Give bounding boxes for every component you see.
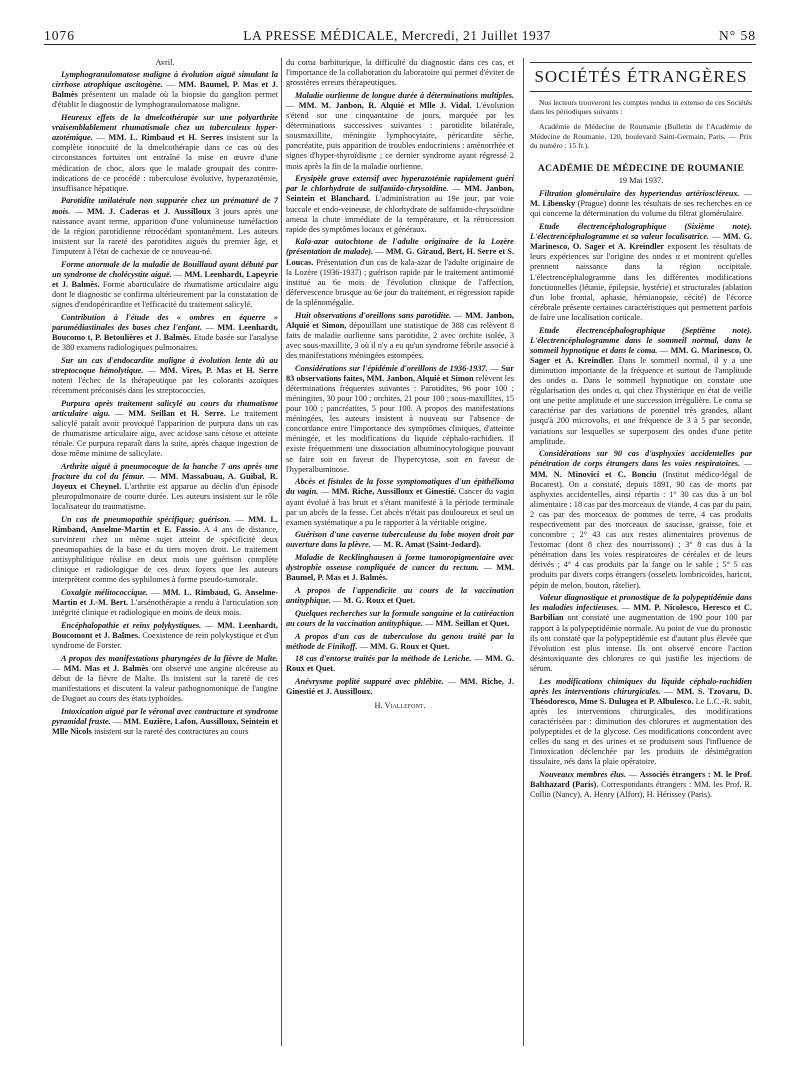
abstract-title: Contribution à l'étude des « ombres en équerre » paramédiastinales des bases chez l'enfant.	[52, 312, 278, 332]
abstract-body: Forme abarticulaire de rhumatisme articulaire aigu dont le diagnostic se confirma ultérieurement par la constatation de signes d'endopéricardite et l'efficacité du traitement salicylé.	[52, 279, 279, 309]
abstract-body: Correspondants étrangers : MM. les Prof. R. Collin (Nancy), A. Henry (Alfort), H. Hérissey (Paris).	[530, 780, 753, 800]
abstract-entry: Purpura après traitement salicylé au cours du rhumatisme articulaire aigu. — MM. Seillan et H. Serre. Le traitement salicylé paraît avoir provoqué l'apparition de purpura dans un cas de rhumatisme articulaire aigu, avec acidose sans cétose et atteinte rénale. Ce purpura reparaît dans la suite, après chaque ingestion de dose même minime de salicylate.	[52, 398, 278, 459]
abstract-title: Etude électrencéphalographique (Sixième note). L'électrencéphalogramme et sa valeur localisatrice.	[530, 222, 752, 242]
abstract-authors: MM. Mas et J. Balmès	[63, 663, 149, 673]
abstract-title: Maladie ourlienne de longue durée à déterminations multiples.	[295, 90, 514, 100]
abstract-title: Heureux effets de la dmelcothérapie sur une polyarthrite vraisemblablement rhumatismale chez un tuberculeux hyper-azotémique.	[52, 113, 278, 143]
abstract-entry: Huit observations d'oreillons sans parotidite. — MM. Janbon, Alquié et Simon, dépouillant une statistique de 388 cas relèvent 8 faits de maladie ourlienne sans parotidite, 2 avec orchite isolée, 3 avec sous-maxillite, 3 où il n'y a eu qu'un syndrome fébrile associé à des manifestations méningées estompées.	[286, 310, 514, 360]
abstract-entry: Filtration glomérulaire des hypertendus artérioscléreux. — M. Libensky (Prague) donne les résultats de ses recherches en ce qui concerne la détermination du volume du filtrat glomérulaire.	[530, 189, 752, 219]
abstract-authors: MM. L. Rimbaud, G. Anselme-Martin et J.-M. Bert.	[52, 588, 278, 608]
abstract-title: Les modifications chimiques du liquide céphalo-rachidien après les interventions chirurgicales.	[530, 676, 752, 696]
abstract-authors: MM. Seillan et Quet.	[435, 618, 510, 628]
abstract-authors: MM. M. Janbon, R. Alquié et Mlle J. Vidal.	[298, 100, 472, 110]
abstract-authors: M. Libensky	[530, 199, 576, 209]
abstract-authors: MM. P. Nicolesco, Heresco et C. Barbilian	[530, 603, 752, 623]
section-title: SOCIÉTÉS ÉTRANGÈRES	[534, 67, 748, 86]
abstract-body: Etude basée sur l'analyse de 380 examens radiologiques pulmonaires.	[52, 332, 278, 352]
column-rule	[281, 58, 282, 1046]
abstract-authors: Associés étrangers : M. le Prof. Balthazard (Paris).	[530, 770, 753, 790]
column-2	[286, 58, 514, 711]
abstract-entry: Maladie de Recklinghausen à forme tumoropigmentaire avec dystrophie osseuse compliquée de cancer du rectum. — MM. Baumel, P. Mas et J. Balmès.	[286, 553, 514, 583]
column-rule	[523, 58, 524, 1046]
abstract-entry: Lymphogranulomatose maligne à évolution aiguë simulant la cirrhose atrophique ascitogène. — MM. Baumel, P. Mas et J. Balmès présentent un malade où la biopsie du ganglion permet d'établir le diagnostic de lymphogranulomatose maligne.	[52, 70, 279, 110]
abstract-entry: Parotidite unilatérale non suppurée chez un prématuré de 7 mois. — MM. J. Caderas et J. Aussilloux 3 jours après une naissance avant terme, apparition d'une volumineuse tuméfaction de la région parotidienne rétrocédant spontanément. Les auteurs insistent sur la rareté des parotidites aiguës du premier âge, et l'imputent à l'état de cachexie de ce nouveau-né.	[52, 196, 279, 256]
abstract-entry: Maladie ourlienne de longue durée à déterminations multiples. — MM. M. Janbon, R. Alquié et Mlle J. Vidal. L'évolution s'étend sur une cinquantaine de jours, marquée par les déterminations successives suivantes : parotidite bilatérale, sousmaxillite, méningite lymphocytaire, péricardite sèche, pancréatite, puis apparition de troubles endocriniens : aménorrhée et signes d'hyper-thyroïdisme ; ce dernier syndrome ayant régressé 2 mois après la fin de la maladie ourlienne.	[286, 90, 515, 171]
abstract-entry: A propos de l'appendicite au cours de la vaccination antityphique. — M. G. Roux et Quet.	[286, 586, 514, 606]
abstract-entry: Erysipèle grave extensif avec hyperazotémie rapidement guéri par le chlorhydrate de sulfamido-chrysoïdine. — MM. Janbon, Seintein et Blanchard. L'administration au 19e jour, par voie buccale et endo-veineuse, de chlorhydrate de sulfamido-chrysoïdine amena la chute immédiate de la température, et la rétrocession rapide des symptômes locaux et généraux.	[286, 174, 514, 234]
intro-text-2: Académie de Médecine de Roumanie (Bulletin de l'Académie de Médecine de Roumanie, 120, boulevard Saint-Germain, Paris. — Prix du numéro : 15 fr.).	[530, 122, 752, 150]
abstract-title: Encéphalopathie et reins polykystiques.	[61, 620, 202, 630]
abstract-title: Parotidite unilatérale non suppurée chez un prématuré de 7 mois.	[52, 196, 278, 216]
abstract-body: (Prague) donne les résultats de ses recherches en ce qui concerne la détermination du volume du filtrat glomérulaire.	[530, 199, 752, 219]
abstract-body: L'arthrite est apparue au déclin d'un épisode pleuropulmonaire de courte durée. Les auteurs insistent sur le rôle localisateur du traumatisme.	[52, 481, 278, 512]
abstract-title: Maladie de Recklinghausen à forme tumoropigmentaire avec dystrophie osseuse compliquée de cancer du rectum.	[286, 553, 514, 573]
abstract-body: insistent sur la rareté des contractures au cours	[93, 727, 249, 737]
abstract-authors: MM. Janbon, Alquié et Simon,	[286, 310, 514, 330]
abstract-title: Filtration glomérulaire des hypertendus artérioscléreux.	[539, 189, 740, 199]
abstract-body: exposent les résultats de leurs expériences sur l'origine des ondes α et montrent qu'elles prennent naissance dans la région occipitale. L'électrencéphalogramme dans les différentes modifications fonctionnelles (létanie, épilepsie, hystérie) et structurales (ablation d'un lobe frontal, aphasie, hémianopsie, cécité) de l'écorce cérébrale présente certaines caractéristiques qui permettent parfois de faire une localisation corticale.	[530, 242, 753, 322]
abstract-entry: A propos des manifestations pharyngées de la fièvre de Malte. — MM. Mas et J. Balmès ont observé une angine ulcéreuse au début de la fièvre de Malte. Ils insistent sur la rareté de ces manifestations et discutent la valeur pathognomonique de l'angine de Duguet au cours des états typhoïdes.	[52, 653, 278, 704]
journal-title: LA PRESSE MÉDICALE, Mercredi, 21 Juillet 1937	[243, 28, 551, 43]
abstract-title: Valeur diagnostique et pronostique de la polypeptidémie dans les maladies infectieuses.	[530, 593, 752, 613]
abstract-authors: Sur 83 observations faites, MM. Janbon, Alquié et Simon	[286, 363, 514, 383]
column-3	[530, 58, 752, 803]
abstract-authors: MM. N. Minovici et C. Bonciu	[530, 469, 657, 479]
abstract-body: Le L.C.-R. subit, après les interventions chirurgicales, des modifications caractérisées par : diminution des chlorures et augmentation des polypeptides et de la glycose. Ces modifications concordent avec celles du sang et des urines et se produisent sous l'influence de l'intoxication déclenchée par les produits de désintégration tissulaire, nés dans la plaie opératoire.	[530, 696, 753, 767]
abstract-title: Guérison d'une caverne tuberculeuse du lobe moyen droit par ouverture dans la plèvre.	[286, 530, 514, 550]
society-heading: ACADÉMIE DE MÉDECINE DE ROUMANIE	[537, 163, 745, 175]
abstract-entry: Considérations sur l'épidémie d'oreillons de 1936-1937. — Sur 83 observations faites, MM. Janbon, Alquié et Simon relèvent les déterminations fréquentes suivantes : Parotidites, 96 pour 100 ; méningites, 30 pour 100 ; orchites, 21 pour 100 ; sous-maxillites, 15 pour 100 ; pancréatites, 5 pour 100. A propos des manifestations méningées, les auteurs insistent à nouveau sur l'absence de concordance entre l'importance des symptômes cliniques, d'atteinte méningée, et les modifications du liquide céphalo-rachidien. Il existe fréquemment une dissociation albuminocytologique pouvant se faire soit en faveur de l'hypercytose, soit en faveur de l'hyperalbuminose.	[286, 363, 514, 474]
abstract-entry: Un cas de pneumopathie spécifique; guérison. — MM. L. Rimband, Anselme-Martin et E. Fassio. A 4 ans de distance, survinrent chez un même sujet atteint de spécificité deux pneumopathies de la base et du tiers moyen droit. Le traitement antisyphilitique réalise en deux mois une guérison complète clinique et radiologique de ces deux foyers que les auteurs interprètent comme des syphilomes à forme pseudo-tumorale.	[52, 514, 278, 585]
abstract-entry: Guérison d'une caverne tuberculeuse du lobe moyen droit par ouverture dans la plèvre. — M. R. Amat (Saint-Jodard).	[286, 530, 514, 550]
session-date: 19 Mai 1937.	[618, 176, 664, 186]
abstract-entry: Coxalgie mélitococcique. — MM. L. Rimbaud, G. Anselme-Martin et J.-M. Bert. L'arsénothérapie a rendu à l'articulation son intégrité clinique et radiologique en moins de deux mois.	[52, 588, 279, 618]
abstract-entry: Les modifications chimiques du liquide céphalo-rachidien après les interventions chirurgicales. — MM. S. Tzovaru, D. Théodoresco, Mme S. Dulugea et P. Albulesco. Le L.C.-R. subit, après les interventions chirurgicales, des modifications caractérisées par : diminution des chlorures et augmentation des polypeptides et de la glycose. Ces modifications concordent avec celles du sang et des urines et se produisent sous l'influence de l'intoxication déclenchée par les produits de désintégration tissulaire, nés dans la plaie opératoire.	[530, 676, 753, 767]
intro-text: Nos lecteurs trouveront les comptes rendus in extenso de ces Sociétés dans les périodiques suivants :	[530, 98, 752, 117]
abstract-entry: Contribution à l'étude des « ombres en équerre » paramédiastinales des bases chez l'enfant. — MM. Leenhardt, Boucomo t, P. Betoulières et J. Balmès. Etude basée sur l'analyse de 380 examens radiologiques pulmonaires.	[52, 312, 278, 352]
abstract-title: Un cas de pneumopathie spécifique; guérison.	[61, 514, 231, 524]
abstract-body: Coexistence de rein polykystique et d'un syndrome de Forster.	[52, 631, 278, 651]
abstract-authors: MM. G. Marinesco, O. Sager et A. Kreindler.	[530, 345, 752, 365]
lead-paragraph: du coma barbiturique, la difficulté du diagnostic dans ces cas, et l'importance de la collaboration du laboratoire qui permet d'éviter de grossières erreurs thérapeutiques.	[286, 58, 514, 88]
abstract-entry: Valeur diagnostique et pronostique de la polypeptidémie dans les maladies infectieuses. — MM. P. Nicolesco, Heresco et C. Barbilian ont constaté une augmentation de 190 pour 100 par rapport à la polypeptidémie normale. Au point de vue du pronostic ils ont constaté que la polypeptidémie est d'autant plus élevée que l'évolution est plus intense. Ils ont observé encore l'action désintoxiquante des chlorures ce qui justifie les injections de sérum.	[530, 593, 752, 673]
abstract-entry: Forme anormale de la maladie de Bouillaud ayant débuté par un syndrome de cholécystite aiguë. — MM. Leenhardt, Lapeyrie et J. Balmès. Forme abarticulaire de rhumatisme articulaire aigu dont le diagnostic se confirma ultérieurement par la constatation de signes d'endopéricardite et l'efficacité du traitement salicylé.	[52, 259, 279, 309]
abstract-title: Etude électrencéphalographique (Septième note). L'électrencéphalogramme dans le sommeil normal, dans le sommeil hypnotique et dans le coma.	[530, 325, 752, 355]
abstract-authors: MM. L. Rimbaud et H. Serres	[108, 133, 224, 143]
abstract-authors: MM. Riche, Aussilloux et Ginestié.	[331, 487, 457, 497]
abstract-body: notent l'échec de la thérapeutique par les colorants azoïques récemment préconisés dans les streptococcies.	[52, 375, 278, 395]
abstract-body: Cancer du vagin ayant évolué à bas bruit et s'étant manifesté à la période terminale par un abcès de la fesse. Cet abcès n'était pas douloureux et seul un examen systématique a pu le rapporter à la véritable origine.	[286, 487, 515, 527]
abstract-entry: Sur un cas d'endocardite maligne à évolution lente dû au streptocoque hémolytique. — MM. Vires, P. Mas et H. Serre notent l'échec de la thérapeutique par les colorants azoïques récemment préconisés dans les streptococcies.	[52, 355, 279, 395]
abstract-body: L'évolution s'étend sur une cinquantaine de jours, marquée par les déterminations successives suivantes : parotidite bilatérale, sousmaxillite, méningite lymphocytaire, péricardite sèche, pancréatite, puis apparition de troubles endocriniens : aménorrhée et signes d'hyper-thyroïdisme ; ce dernier syndrome ayant régressé 2 mois après la fin de la maladie ourlienne.	[286, 100, 515, 171]
abstract-authors: MM. G. Giraud, Bert, H. Serre et S. Loucas.	[286, 247, 514, 267]
abstract-body: (Institut médico-légal de Bucarest). On a constaté, depuis 1891, 90 cas de morts par asphyxies accidentelles, ainsi répartis : 1° 30 cas dus à un bol alimentaire : 18 cas par des morceaux de viande, 4 cas par du pain, 2 cas par des morceaux de pommes de terre, 4 cas produits respectivement par des morceaux de saucisse, graisse, foie et concombre ; 2° 43 cas aux restes alimentaires provenus de l'estomac (dont 8 chez des nourrissons) ; 3° 8 cas dus à la pénétration dans les voies respiratoires de céréales et de leurs dérivés ; 4° 4 cas produits par la fange ou le sable ; 5° 5 cas produits par divers corps étrangers (osselets lombricoïdes, haricot, pépin de melon, bouton, râtelier).	[530, 469, 752, 590]
abstract-entry: Quelques recherches sur la formule sanguine et la cutiréaction au cours de la vaccination antityphique. — MM. Seillan et Quet.	[286, 608, 514, 628]
abstract-entry: Nouveaux membres élus. — Associés étrangers : M. le Prof. Balthazard (Paris). Correspondants étrangers : MM. les Prof. R. Collin (Nancy), A. Henry (Alfort), H. Hérissey (Paris).	[530, 770, 753, 800]
abstract-entry: Encéphalopathie et reins polykystiques. — MM. Leenhardt, Boucomont et J. Balmes. Coexistence de rein polykystique et d'un syndrome de Forster.	[52, 620, 278, 651]
abstract-authors: MM. Leenhardt, Boucomo t, P. Betoulières et J. Balmès.	[52, 322, 278, 342]
abstract-title: Forme anormale de la maladie de Bouillaud ayant débuté par un syndrome de cholécystite aiguë.	[52, 259, 278, 279]
abstract-authors: MM. Riche, J. Ginestié et J. Aussilloux.	[286, 677, 514, 697]
abstract-title: Huit observations d'oreillons sans parotidite.	[295, 310, 452, 320]
abstract-authors: MM. Leenhardt, Lapeyrie et J. Balmès.	[52, 269, 278, 289]
abstract-title: Considérations sur l'épidémie d'oreillons de 1936-1937.	[295, 363, 488, 373]
abstract-authors: MM. Baumel, P. Mas et J. Balmès.	[286, 563, 514, 583]
abstract-body: L'arsénothérapie a rendu à l'articulation son intégrité clinique et radiologique en moins de deux mois.	[52, 598, 279, 618]
abstract-body: Présentation d'un cas de kala-azar de l'adulte originaire de la Lozère (1936-1937) ; guérison rapide par le traitement antimonié institué au 6e mois de l'évolution clinique de l'affection, défervescence brusque au 6e jour du traitement, et régression rapide de la splénomégalie.	[286, 257, 514, 307]
abstract-authors: M. R. Amat (Saint-Jodard).	[383, 540, 481, 550]
page-header	[44, 22, 756, 45]
abstract-title: Intoxication aiguë par le véronal avec contracture et syndrome pyramidal fruste.	[52, 706, 278, 726]
abstract-title: Quelques recherches sur la formule sanguine et la cutiréaction au cours de la vaccination antityphique.	[286, 608, 514, 628]
abstract-authors: MM. Janbon, Seintein et Blanchard.	[286, 184, 514, 204]
abstract-title: Lymphogranulomatose maligne à évolution aiguë simulant la cirrhose atrophique ascitogène.	[52, 70, 278, 90]
abstract-title: A propos de l'appendicite au cours de la vaccination antityphique.	[286, 586, 514, 606]
abstract-entry: Kala-azar autochtone de l'adulte originaire de la Lozère (présentation de malade). — MM. G. Giraud, Bert, H. Serre et S. Loucas. Présentation d'un cas de kala-azar de l'adulte originaire de la Lozère (1936-1937) ; guérison rapide par le traitement antimonié institué au 6e mois de l'évolution clinique de l'affection, défervescence brusque au 6e jour du traitement, et régression rapide de la splénomégalie.	[286, 237, 514, 307]
abstract-authors: MM. G. Roux et Quet.	[286, 654, 514, 674]
abstract-body: ont constaté une augmentation de 190 pour 100 par rapport à la polypeptidémie normale. Au point de vue du pronostic ils ont constaté que la polypeptidémie est d'autant plus élevée que l'évolution est plus intense. Ils ont observé encore l'action désintoxiquante des chlorures ce qui justifie les injections de sérum.	[530, 613, 752, 673]
abstract-body: présentent un malade où la biopsie du ganglion permet d'établir le diagnostic de lymphogranulomatose maligne.	[52, 90, 279, 110]
abstract-entry: Considérations sur 90 cas d'asphyxies accidentelles par pénétration de corps étrangers dans les voies respiratoires. — MM. N. Minovici et C. Bonciu (Institut médico-légal de Bucarest). On a constaté, depuis 1891, 90 cas de morts par asphyxies accidentelles, ainsi répartis : 1° 30 cas dus à un bol alimentaire : 18 cas par des morceaux de viande, 4 cas par du pain, 2 cas par des morceaux de pommes de terre, 4 cas produits respectivement par des morceaux de saucisse, graisse, foie et concombre ; 2° 43 cas aux restes alimentaires provenus de l'estomac (dont 8 chez des nourrissons) ; 3° 8 cas dus à la pénétration dans les voies respiratoires de céréales et de leurs dérivés ; 4° 4 cas produits par la fange ou le sable ; 5° 5 cas produits par divers corps étrangers (osselets lombricoïdes, haricot, pépin de melon, bouton, râtelier).	[530, 449, 752, 590]
abstract-authors: MM. Euzière, Lafon, Aussilloux, Seintein et Mlle Nicols	[52, 716, 278, 737]
abstract-title: A propos des manifestations pharyngées de la fièvre de Malte.	[61, 653, 278, 663]
abstract-title: Abcès et fistules de la fosse symptomatiques d'un épithélioma du vagin.	[286, 477, 514, 497]
rule	[530, 91, 752, 92]
abstract-body: Dans le sommeil normal, il y a une diminution importante de la fréquence et surtout de l'amplitude des ondes α. Dans le sommeil hypnotique on constate une régularisation des ondes α, qui chez l'hystérique en état de veille ont une petite amplitude et une succession irrégulière. Le coma se caractérise par des variations de potentiel très grandes, allant jusqu'à 200 microvolts, et une fréquence de 3 à 5 par seconde, variations sur lesquelles se superposent des ondes d'une petite amplitude.	[530, 355, 752, 446]
abstract-title: Considérations sur 90 cas d'asphyxies accidentelles par pénétration de corps étrangers dans les voies respiratoires.	[530, 449, 752, 469]
month-label: Avril.	[155, 58, 175, 67]
abstract-entry: Etude électrencéphalographique (Septième note). L'électrencéphalogramme dans le sommeil normal, dans le sommeil hypnotique et dans le coma. — MM. G. Marinesco, O. Sager et A. Kreindler. Dans le sommeil normal, il y a une diminution importante de la fréquence et surtout de l'amplitude des ondes α. Dans le sommeil hypnotique on constate une régularisation des ondes α, qui chez l'hystérique en état de veille ont une petite amplitude et une succession irrégulière. Le coma se caractérise par des variations de potentiel très grandes, allant jusqu'à 200 microvolts, et une fréquence de 3 à 5 par seconde, variations sur lesquelles se superposent des ondes d'une petite amplitude.	[530, 325, 752, 446]
abstract-authors: MM. G. Roux et Quet.	[369, 641, 450, 651]
page-number: 1076	[44, 28, 75, 43]
abstract-body: ont observé une angine ulcéreuse au début de la fièvre de Malte. Ils insistent sur la rareté de ces manifestations et discutent la valeur pathognomonique de l'angine de Duguet au cours des états typhoïdes.	[52, 663, 278, 704]
abstract-body: Le traitement salicylé paraît avoir provoqué l'apparition de purpura dans un cas de rhumatisme articulaire aigu, avec acidose sans cétose et atteinte rénale. Ce purpura reparaît dans la suite, après chaque ingestion de dose même minime de salicylate.	[52, 408, 278, 459]
abstract-authors: MM. G. Marinesco, O. Sager et A. Kreindler	[530, 232, 752, 252]
abstract-title: Nouveaux membres élus.	[539, 770, 627, 780]
abstract-title: Kala-azar autochtone de l'adulte originaire de la Lozère (présentation de malade).	[286, 237, 514, 257]
abstract-entry: Arthrite aiguë à pneumocoque de la hanche 7 ans après une fracture du col du fémur. — MM. Massabuau, A. Guibal, R. Joyeux et Cheynel. L'arthrite est apparue au déclin d'un épisode pleuropulmonaire de courte durée. Les auteurs insistent sur le rôle localisateur du traumatisme.	[52, 461, 279, 512]
abstract-body: dépouillant une statistique de 388 cas relèvent 8 faits de maladie ourlienne sans parotidite, 2 avec orchite isolée, 3 avec sous-maxillite, 3 où il n'y a eu qu'un syndrome fébrile associé à des manifestations méningées estompées.	[286, 320, 514, 360]
abstract-title: Sur un cas d'endocardite maligne à évolution lente dû au streptocoque hémolytique.	[52, 355, 278, 375]
abstract-title: 18 cas d'entorse traités par la méthode de Leriche.	[295, 654, 472, 664]
abstract-body: A 4 ans de distance, survinrent chez un même sujet atteint de spécificité deux pneumopathies de la base et du tiers moyen droit. Le traitement antisyphilitique réalise en deux mois une guérison complète clinique et radiologique de ces deux foyers que les auteurs interprètent comme des syphilomes à forme pseudo-tumorale.	[52, 524, 278, 585]
abstract-authors: MM. Seillan et H. Serre.	[128, 408, 226, 418]
abstract-entry: A propos d'un cas de tuberculose du genou traité par la méthode de Finikoff. — MM. G. Roux et Quet.	[286, 631, 514, 651]
abstract-body: L'administration au 19e jour, par voie buccale et endo-veineuse, de chlorhydrate de sulfamido-chrysoïdine amena la chute immédiate de la température, et la rétrocession rapide des symptômes locaux et généraux.	[286, 194, 514, 234]
abstract-body: 3 jours après une naissance avant terme, apparition d'une volumineuse tuméfaction de la région parotidienne rétrocédant spontanément. Les auteurs insistent sur la rareté des parotidites aiguës du premier âge, et l'imputent à l'état de cachexie de ce nouveau-né.	[52, 206, 279, 256]
abstract-authors: MM. Leenhardt, Boucomont et J. Balmes.	[52, 620, 278, 640]
issue-number: N° 58	[718, 28, 756, 43]
signature: H. Viallefont.	[374, 701, 426, 711]
abstract-entry: Heureux effets de la dmelcothérapie sur une polyarthrite vraisemblablement rhumatismale chez un tuberculeux hyper-azotémique. — MM. L. Rimbaud et H. Serres insistent sur la complète innocuité de la dmelcothérapie dans ce cas où des circonstances fortuites ont entraîné la mise en œuvre d'une médication de choc, alors que le malade groupait des contre-indications de ce procédé : tuberculose évolutive, hyperazotémie, insuffisance hépatique.	[52, 113, 278, 193]
abstract-authors: MM. J. Caderas et J. Aussilloux	[87, 206, 211, 216]
abstract-title: Coxalgie mélitococcique.	[61, 588, 148, 598]
abstract-title: Arthrite aiguë à pneumocoque de la hanche 7 ans après une fracture du col du fémur.	[52, 461, 278, 481]
abstract-entry: 18 cas d'entorse traités par la méthode de Leriche. — MM. G. Roux et Quet.	[286, 654, 514, 674]
abstract-authors: M. G. Roux et Quet.	[343, 596, 416, 606]
abstract-body: relèvent les déterminations fréquentes suivantes : Parotidites, 96 pour 100 ; méningites, 30 pour 100 ; orchites, 21 pour 100 ; sous-maxillites, 15 pour 100 ; pancréatites, 5 pour 100. A propos des manifestations méningées, les auteurs insistent à nouveau sur l'absence de concordance entre l'importance des symptômes cliniques, d'atteinte méningée, et les modifications du liquide céphalo-rachidien. Il existe fréquemment une dissociation albuminocytologique pouvant se faire soit en faveur de l'hypercytose, soit en faveur de l'hyperalbuminose.	[286, 373, 514, 474]
abstract-entry: Anévrysme poplité suppuré avec phlébite. — MM. Riche, J. Ginestié et J. Aussilloux.	[286, 677, 514, 697]
abstract-authors: MM. Baumel, P. Mas et J. Balmès	[52, 80, 278, 100]
abstract-entry: Abcès et fistules de la fosse symptomatiques d'un épithélioma du vagin. — MM. Riche, Aussilloux et Ginestié. Cancer du vagin ayant évolué à bas bruit et s'étant manifesté à la période terminale par un abcès de la fesse. Cet abcès n'était pas douloureux et seul un examen systématique a pu le rapporter à la véritable origine.	[286, 477, 515, 527]
column-1	[52, 58, 278, 740]
abstract-authors: MM. S. Tzovaru, D. Théodoresco, Mme S. Dulugea et P. Albulesco.	[530, 686, 752, 706]
abstract-authors: MM. Massabuau, A. Guibal, R. Joyeux et Cheynel.	[52, 471, 279, 491]
abstract-authors: MM. L. Rimband, Anselme-Martin et E. Fassio.	[52, 514, 278, 534]
abstract-title: A propos d'un cas de tuberculose du genou traité par la méthode de Finikoff.	[286, 631, 514, 651]
abstract-title: Erysipèle grave extensif avec hyperazotémie rapidement guéri par le chlorhydrate de sulfamido-chrysoïdine.	[286, 174, 514, 194]
rule	[530, 62, 752, 63]
abstract-entry: Intoxication aiguë par le véronal avec contracture et syndrome pyramidal fruste. — MM. Euzière, Lafon, Aussilloux, Seintein et Mlle Nicols insistent sur la rareté des contractures au cours	[52, 706, 278, 737]
abstract-title: Purpura après traitement salicylé au cours du rhumatisme articulaire aigu.	[52, 398, 278, 418]
abstract-authors: MM. Vires, P. Mas et H. Serre	[159, 365, 279, 375]
abstract-entry: Etude électrencéphalographique (Sixième note). L'électrencéphalogramme et sa valeur localisatrice. — MM. G. Marinesco, O. Sager et A. Kreindler exposent les résultats de leurs expériences sur l'origine des ondes α et montrent qu'elles prennent naissance dans la région occipitale. L'électrencéphalogramme dans les différentes modifications fonctionnelles (létanie, épilepsie, hystérie) et structurales (ablation d'un lobe frontal, aphasie, hémianopsie, cécité) de l'écorce cérébrale présente certaines caractéristiques qui permettent parfois de faire une localisation corticale.	[530, 222, 753, 322]
abstract-title: Anévrysme poplité suppuré avec phlébite.	[295, 677, 444, 687]
abstract-body: insistent sur la complète innocuité de la dmelcothérapie dans ce cas où des circonstances fortuites ont entraîné la mise en œuvre d'une médication de choc, alors que le malade groupait des contre-indications de ce procédé : tuberculose évolutive, hyperazotémie, insuffisance hépatique.	[52, 133, 278, 193]
